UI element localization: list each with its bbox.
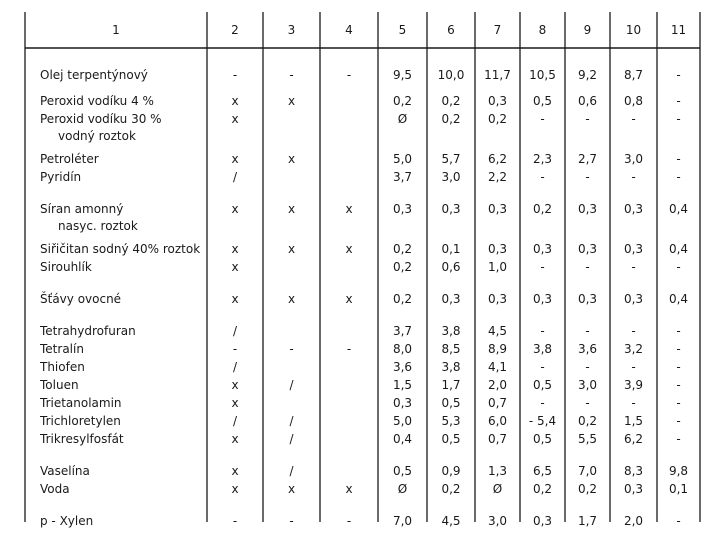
table-cell: 0,3 [532,242,553,256]
table-cell: 0,7 [487,432,508,446]
header-row [112,23,686,37]
table-row [40,514,681,528]
table-cell: 0,2 [392,94,413,108]
column-header: 2 [231,23,239,37]
table-cell: - [676,324,681,338]
table-row [40,242,688,256]
table-cell: x [231,242,239,256]
table-cell: 1,5 [392,378,413,392]
substance-name: Voda [40,482,70,496]
table-row [40,170,681,184]
table-cell: 3,0 [441,170,461,184]
table-cell: - [676,152,681,166]
table-cell: - [631,360,636,374]
table-cell: 3,0 [577,378,598,392]
table-cell: 5,5 [577,432,598,446]
table-cell: x [231,112,239,126]
table-cell: 0,2 [487,112,508,126]
table-row [40,291,688,306]
substance-name: Peroxid vodíku 30 % [40,112,162,126]
table-cell: - [346,342,352,356]
table-row [39,378,681,392]
table-row [39,396,681,410]
table-cell: 3,0 [623,152,644,166]
table-cell: - [346,514,352,528]
table-cell: - [585,396,590,410]
table-cell: 0,3 [577,242,598,256]
table-cell: - [676,432,681,446]
table-cell: / [289,378,294,392]
table-cell: - [540,260,545,274]
table-cell: 0,2 [577,482,598,496]
table-cell: x [231,378,239,392]
table-cell: 0,5 [392,464,413,478]
table-cell: 0,2 [532,202,553,216]
table-cell: 0,2 [441,482,461,496]
table-cell: 0,3 [623,242,644,256]
table-cell: 2,0 [487,378,508,392]
table-cell: / [232,360,238,374]
table-cell: x [345,482,353,496]
table-cell: - [631,396,636,410]
substance-name: Síran amonný [40,202,124,216]
table-cell: 0,4 [668,292,689,306]
table-cell: x [231,482,239,496]
table-cell: / [232,414,238,428]
table-cell: 6,2 [623,432,644,446]
table-row [40,464,688,478]
table-cell: 5,0 [392,152,413,166]
table-cell: Ø [397,112,408,126]
table-cell: - [631,170,636,184]
table-cell: x [287,292,296,306]
table-cell: 2,0 [623,514,644,528]
table-cell: x [231,202,239,216]
table-row [40,68,681,82]
substance-name: Siřičitan sodný 40% roztok [40,242,201,256]
table-row [39,324,681,338]
table-cell: 0,2 [392,242,413,256]
table-cell: 8,9 [487,342,508,356]
table-cell: 0,3 [392,396,413,410]
table-cell: 3,8 [441,360,461,374]
table-cell: 8,5 [441,342,461,356]
table-cell: 9,5 [392,68,413,82]
table-row [40,152,681,166]
table-cell: - [676,112,681,126]
column-header: 3 [287,23,296,37]
substance-name: Šťávy ovocné [40,292,122,306]
substance-name-detail: vodný roztok [58,129,136,143]
table-cell: - [540,324,545,338]
table-cell: 10,0 [437,68,465,82]
column-header: 11 [670,23,687,37]
table-cell: 6,2 [487,152,508,166]
table-body [39,68,688,528]
table-cell: - [540,396,545,410]
table-cell: 11,7 [484,68,511,82]
table-cell: 0,1 [668,482,689,496]
substance-name: Tetrahydrofuran [40,324,136,338]
table-row [39,432,681,446]
table-cell: - [289,68,294,82]
table-cell: - [540,170,545,184]
table-row [39,342,681,356]
table-cell: x [231,464,239,478]
table-cell: 0,3 [623,292,644,306]
substance-name: Trikresylfosfát [40,432,124,446]
table-cell: - [676,68,681,82]
table-row [40,112,681,143]
table-cell: 0,3 [532,292,553,306]
table-cell: 0,3 [487,202,508,216]
table-rules [25,12,700,522]
table-cell: 3,7 [392,324,413,338]
substance-name: Sirouhlík [40,260,92,274]
table-cell: / [232,170,238,184]
table-row [40,94,681,108]
table-cell: 2,3 [532,152,553,166]
table-cell: - [676,170,681,184]
table-cell: - [346,68,352,82]
table-cell: 3,0 [487,514,508,528]
table-cell: x [231,432,239,446]
table-cell: / [289,464,294,478]
table-cell: x [231,260,239,274]
table-cell: 0,2 [392,260,413,274]
table-row [40,260,681,274]
table-cell: 5,7 [441,152,461,166]
table-cell: 0,3 [392,202,413,216]
substance-name: Peroxid vodíku 4 % [40,94,154,108]
substance-name: Tetralín [40,342,84,356]
table-cell: 4,5 [441,514,461,528]
table-cell: 0,4 [392,432,413,446]
table-cell: 10,5 [529,68,556,82]
table-cell: - [232,342,238,356]
table-cell: 1,0 [487,260,508,274]
table-cell: x [345,202,353,216]
table-cell: x [287,482,296,496]
table-cell: - [232,68,238,82]
table-cell: - [289,342,294,356]
table-cell: - [232,514,238,528]
table-cell: 0,7 [487,396,508,410]
substance-name: Petroléter [40,152,99,166]
table-cell: 0,6 [577,94,598,108]
table-cell: 0,3 [577,292,598,306]
table-cell: x [231,94,239,108]
substance-name: Trietanolamin [40,396,122,410]
table-cell: - [585,324,590,338]
table-cell: 0,3 [441,202,461,216]
table-cell: - [540,360,545,374]
table-cell: 1,7 [441,378,461,392]
substance-name: Toluen [40,378,79,392]
table-cell: 4,1 [487,360,508,374]
table-cell: 0,6 [441,260,461,274]
table-cell: x [231,396,239,410]
table-cell: 0,5 [441,396,461,410]
table-cell: - [585,112,590,126]
table-cell: 8,7 [623,68,644,82]
substance-name: Thiofen [40,360,85,374]
table-cell: / [289,414,294,428]
table-cell: - [631,260,636,274]
column-header: 1 [112,23,120,37]
table-cell: - [676,260,681,274]
table-cell: 3,6 [392,360,413,374]
table-cell: 3,2 [623,342,644,356]
table-cell: 0,4 [668,202,689,216]
table-cell: 0,3 [532,514,553,528]
table-cell: x [287,94,296,108]
table-cell: x [345,292,353,306]
table-cell: 0,3 [487,94,508,108]
table-cell: - [585,260,590,274]
table-cell: 7,0 [577,464,598,478]
table-cell: 0,9 [441,464,461,478]
table-cell: 6,0 [487,414,508,428]
table-cell: 6,5 [532,464,553,478]
table-cell: 3,9 [623,378,644,392]
table-cell: 0,3 [623,482,644,496]
table-cell: - 5,4 [528,414,557,428]
table-cell: x [287,152,296,166]
table-cell: 0,2 [441,112,461,126]
column-header: 5 [398,23,407,37]
table-cell: / [289,432,294,446]
substance-name: p - Xylen [40,514,94,528]
table-cell: 0,4 [668,242,689,256]
table-cell: - [631,324,636,338]
table-cell: 8,0 [392,342,413,356]
table-cell: 0,5 [532,94,553,108]
table-cell: x [287,242,296,256]
table-cell: 0,2 [392,292,413,306]
table-cell: 4,5 [487,324,508,338]
table-cell: 2,7 [577,152,598,166]
table-cell: 1,7 [577,514,598,528]
table-cell: 9,2 [577,68,598,82]
table-cell: 9,8 [668,464,689,478]
table-cell: 5,0 [392,414,413,428]
table-cell: Ø [492,482,503,496]
table-cell: - [585,360,590,374]
table-cell: x [287,202,296,216]
table-cell: - [540,112,545,126]
column-header: 8 [538,23,547,37]
substance-name: Olej terpentýnový [40,68,148,82]
table-cell: 3,8 [532,342,553,356]
table-cell: x [231,152,239,166]
table-cell: - [585,170,590,184]
table-cell: 0,5 [532,378,553,392]
table-cell: 0,5 [532,432,553,446]
table-cell: - [676,360,681,374]
table-cell: 0,3 [441,292,461,306]
table-cell: 0,3 [487,292,508,306]
substance-name: Trichloretylen [40,414,121,428]
table-row [39,360,681,374]
table-cell: 0,3 [623,202,644,216]
column-header: 7 [493,23,502,37]
table-cell: 3,6 [577,342,598,356]
table-cell: 0,8 [623,94,644,108]
table-cell: 3,8 [441,324,461,338]
column-header: 4 [345,23,353,37]
table-cell: - [676,342,681,356]
table-cell: 8,3 [623,464,644,478]
table-cell: - [676,94,681,108]
table-cell: 0,2 [532,482,553,496]
table-cell: - [676,414,681,428]
table-cell: x [231,292,239,306]
substance-name: Vaselína [40,464,90,478]
table-cell: 5,3 [441,414,461,428]
substance-name: Pyridín [40,170,82,184]
table-cell: 0,2 [441,94,461,108]
table-cell: - [676,514,681,528]
table-cell: - [289,514,294,528]
table-cell: 0,1 [441,242,461,256]
table-cell: 0,5 [441,432,461,446]
table-cell: 2,2 [487,170,508,184]
table-cell: / [232,324,238,338]
table-cell: Ø [397,482,408,496]
column-header: 6 [447,23,455,37]
substance-name-detail: nasyc. roztok [58,219,138,233]
column-header: 9 [583,23,592,37]
table-cell: 1,5 [623,414,644,428]
table-row [40,202,688,233]
table-cell: 3,7 [392,170,413,184]
table-cell: - [676,378,681,392]
table-row [40,482,688,496]
table-row [39,414,681,428]
table-cell: - [676,396,681,410]
table-cell: 0,3 [487,242,508,256]
table-cell: 7,0 [392,514,413,528]
table-cell: 0,3 [577,202,598,216]
table-cell: - [631,112,636,126]
table-cell: 1,3 [487,464,508,478]
table-cell: x [345,242,353,256]
table-cell: 0,2 [577,414,598,428]
column-header: 10 [625,23,642,37]
